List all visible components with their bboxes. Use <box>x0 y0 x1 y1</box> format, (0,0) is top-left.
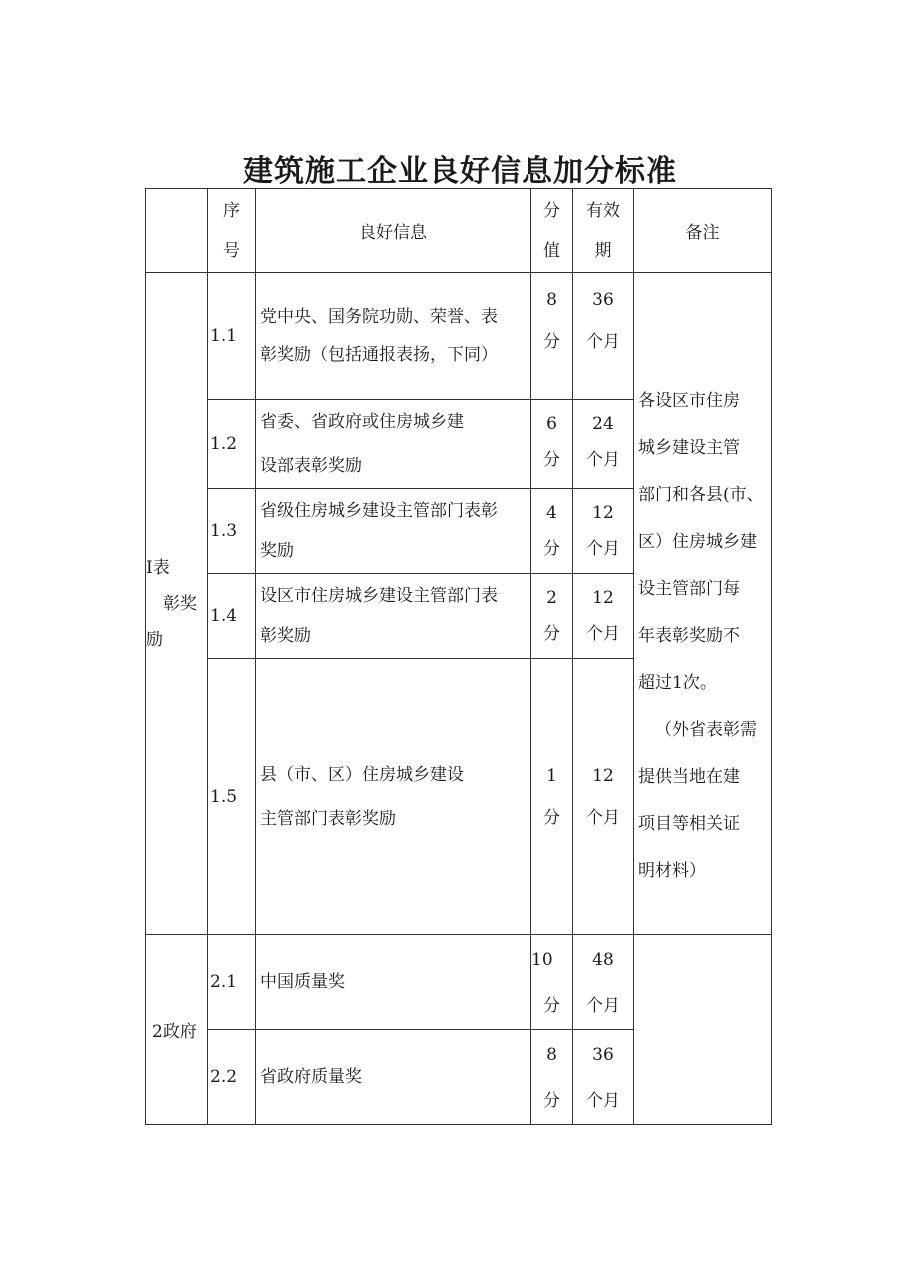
row-value <box>531 489 573 574</box>
row-value <box>531 659 573 935</box>
info-line: 奖励 <box>260 541 294 561</box>
scoring-table <box>145 188 772 1125</box>
note-line: 超过1次。 <box>638 673 717 693</box>
period-unit: 个月 <box>586 996 620 1016</box>
page-title: 建筑施工企业良好信息加分标准 <box>243 154 677 189</box>
info-line: 县（市、区）住房城乡建设 <box>260 764 464 785</box>
value-unit: 分 <box>543 332 560 352</box>
row-number: 1.5 <box>208 659 256 935</box>
info-line: 彰奖励（包括通报表扬，下同） <box>260 345 498 365</box>
note-text <box>638 312 767 895</box>
value-unit: 分 <box>543 807 560 828</box>
header-category-cell <box>146 189 208 273</box>
header-period-bottom: 期 <box>594 240 612 261</box>
row-value <box>531 935 573 1030</box>
info-line: 设区市住房城乡建设主管部门表 <box>260 586 498 606</box>
row-period <box>573 400 634 489</box>
period-number: 24 <box>592 414 614 434</box>
value-unit: 分 <box>543 1091 560 1111</box>
value-unit: 分 <box>543 624 560 644</box>
row-value <box>531 400 573 489</box>
category-cell <box>146 273 208 935</box>
value-unit: 分 <box>543 996 560 1016</box>
info-line: 省政府质量奖 <box>260 1067 362 1087</box>
row-info <box>256 1030 531 1125</box>
header-seq-bottom: 号 <box>223 240 240 261</box>
row-value <box>531 1030 573 1125</box>
category-line1: I表 <box>146 557 170 578</box>
row-value <box>531 273 573 400</box>
note-line: 城乡建设主管 <box>638 438 740 458</box>
header-note: 备注 <box>634 189 772 273</box>
category-line1: 2政府 <box>152 1022 197 1042</box>
value-number: 2 <box>546 588 557 608</box>
note-line: 提供当地在建 <box>638 767 740 787</box>
note-line: 部门和各县(市、 <box>638 485 764 505</box>
period-number: 12 <box>592 503 614 523</box>
note-line: 区）住房城乡建 <box>638 532 757 552</box>
header-period-top: 有效 <box>586 200 620 221</box>
row-info <box>256 659 531 935</box>
note-line: 明材料） <box>638 861 706 881</box>
header-value-top: 分 <box>543 200 560 221</box>
row-info <box>256 489 531 574</box>
period-number: 12 <box>592 588 614 608</box>
row-info <box>256 935 531 1030</box>
row-period <box>573 659 634 935</box>
header-value-bottom: 值 <box>543 240 560 261</box>
note-cell <box>634 273 772 935</box>
note-line: 设主管部门每 <box>638 579 740 599</box>
row-number: 1.3 <box>208 489 256 574</box>
value-number: 8 <box>546 290 557 310</box>
period-unit: 个月 <box>586 450 620 470</box>
period-unit: 个月 <box>586 539 620 559</box>
row-number: 1.1 <box>208 273 256 400</box>
value-number: 8 <box>546 1045 557 1065</box>
row-period <box>573 574 634 659</box>
row-info <box>256 273 531 400</box>
header-seq-top: 序 <box>223 200 240 221</box>
row-period <box>573 273 634 400</box>
header-info: 良好信息 <box>256 189 531 273</box>
period-unit: 个月 <box>586 1091 620 1111</box>
row-number: 1.4 <box>208 574 256 659</box>
table-row <box>146 273 772 400</box>
category-line2: 彰奖励 <box>146 593 197 650</box>
row-info <box>256 400 531 489</box>
value-unit: 分 <box>543 450 560 470</box>
info-line: 党中央、国务院功勋、荣誉、表 <box>260 307 498 327</box>
note-line: 项目等相关证 <box>638 814 740 834</box>
value-number: 6 <box>546 414 557 434</box>
header-value <box>531 189 573 273</box>
period-number: 36 <box>592 1045 614 1065</box>
period-unit: 个月 <box>586 332 620 352</box>
info-line: 主管部门表彰奖励 <box>260 808 396 829</box>
info-line: 中国质量奖 <box>260 972 345 992</box>
period-unit: 个月 <box>586 624 620 644</box>
row-number: 2.2 <box>208 1030 256 1125</box>
row-period <box>573 489 634 574</box>
info-line: 省级住房城乡建设主管部门表彰 <box>260 501 498 521</box>
row-number: 2.1 <box>208 935 256 1030</box>
note-line: （外省表彰需 <box>655 720 757 740</box>
header-period <box>573 189 634 273</box>
row-value <box>531 574 573 659</box>
period-number: 36 <box>592 290 614 310</box>
note-line: 年表彰奖励不 <box>638 626 740 646</box>
row-info <box>256 574 531 659</box>
note-line: 各设区市住房 <box>638 391 740 411</box>
info-line: 省委、省政府或住房城乡建 <box>260 412 464 432</box>
row-number: 1.2 <box>208 400 256 489</box>
value-unit: 分 <box>543 539 560 559</box>
value-number: 10 <box>531 950 553 970</box>
info-line: 设部表彰奖励 <box>260 456 362 476</box>
info-line: 彰奖励 <box>260 626 311 646</box>
period-number: 48 <box>592 950 614 970</box>
period-number: 12 <box>592 765 614 786</box>
row-period <box>573 935 634 1030</box>
header-row <box>146 189 772 273</box>
category-cell <box>146 935 208 1125</box>
period-unit: 个月 <box>586 807 620 828</box>
note-cell-empty <box>634 935 772 1125</box>
value-number: 4 <box>546 503 557 523</box>
header-seq <box>208 189 256 273</box>
value-number: 1 <box>546 765 557 786</box>
row-period <box>573 1030 634 1125</box>
table-row <box>146 935 772 1030</box>
